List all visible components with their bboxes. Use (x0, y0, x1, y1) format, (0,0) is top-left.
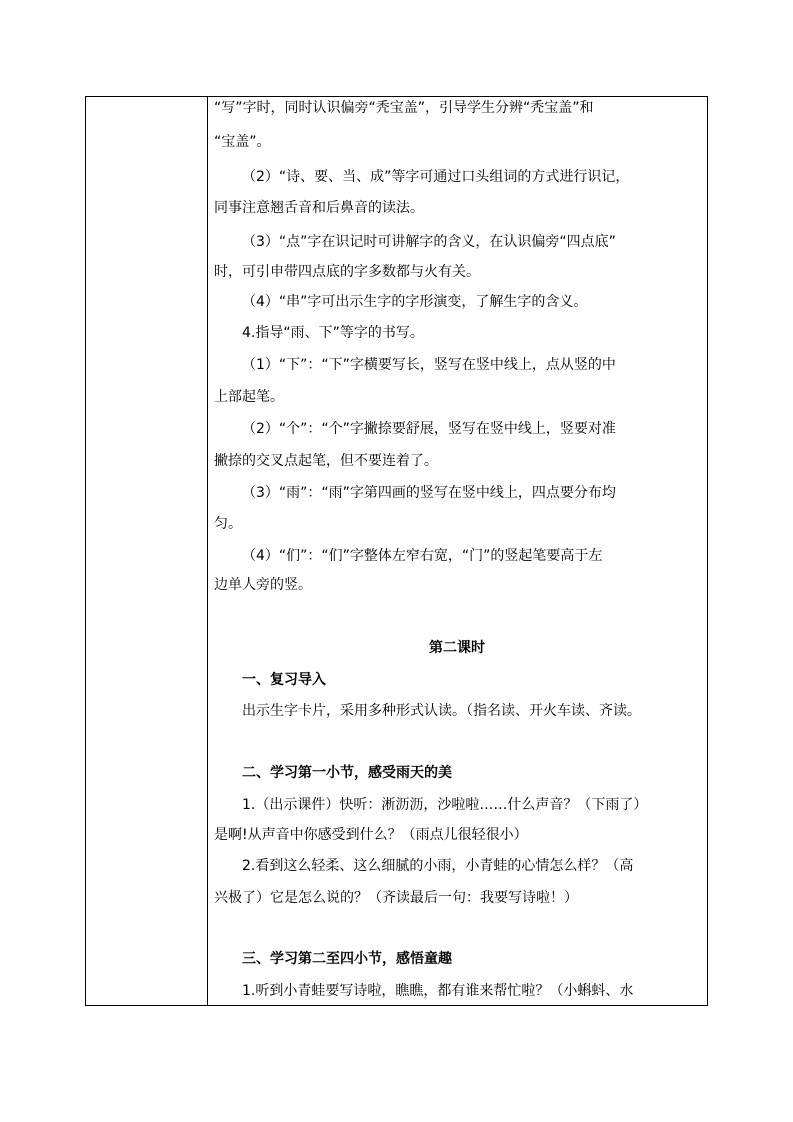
left-column-cell (86, 97, 207, 1005)
text-line: 兴极了）它是怎么说的？（齐读最后一句：我要写诗啦！） (214, 890, 578, 906)
text-line: “写”字时，同时认识偏旁“秃宝盖”，引导学生分辨“秃宝盖”和 (214, 100, 594, 116)
text-line: 边单人旁的竖。 (214, 577, 312, 593)
text-line: 上部起笔。 (214, 389, 284, 405)
text-line: （3）“点”字在识记时可讲解字的含义，在认识偏旁“四点底” (242, 234, 616, 250)
text-line: 撇捺的交叉点起笔，但不要连着了。 (214, 453, 438, 469)
text-line: （1）“下”：“下”字横要写长，竖写在竖中线上，点从竖的中 (242, 357, 616, 373)
text-line: （3）“雨”：“雨”字第四画的竖写在竖中线上，四点要分布均 (242, 485, 616, 501)
lesson-content-cell (207, 97, 707, 1005)
text-line: 1.（出示课件）快听：淅沥沥，沙啦啦……什么声音？（下雨了） (242, 797, 648, 813)
text-line: 2.看到这么轻柔、这么细腻的小雨，小青蛙的心情怎么样？（高 (242, 858, 634, 874)
text-line: “宝盖”。 (214, 134, 271, 150)
text-line: （2）“个”：“个”字撇捺要舒展，竖写在竖中线上，竖要对准 (242, 421, 616, 437)
text-line: 4.指导“雨、下”等字的书写。 (242, 325, 424, 341)
section-heading: 三、学习第二至四小节，感悟童趣 (242, 951, 452, 967)
text-line: 是啊!从声音中你感受到什么？（雨点儿很轻很小） (214, 827, 528, 843)
section-heading: 一、复习导入 (242, 672, 326, 688)
text-line: （4）“串”字可出示生字的字形演变，了解生字的含义。 (242, 294, 588, 310)
text-line: 同事注意翘舌音和后鼻音的读法。 (214, 200, 424, 216)
section-heading: 二、学习第一小节，感受雨天的美 (242, 765, 452, 781)
text-line: （4）“们”：“们”字整体左窄右宽，“门”的竖起笔要高于左 (242, 548, 603, 564)
text-line: 时，可引申带四点底的字多数都与火有关。 (214, 264, 480, 280)
text-line: （2）“诗、要、当、成”等字可通过口头组词的方式进行识记， (242, 169, 630, 185)
section-title: 第二课时 (429, 640, 485, 656)
text-line: 1.听到小青蛙要写诗啦，瞧瞧，都有谁来帮忙啦？（小蝌蚪、水 (242, 983, 634, 999)
text-line: 出示生字卡片，采用多种形式认读。（指名读、开火车读、齐读。 (242, 703, 641, 719)
lesson-table (85, 96, 708, 1006)
text-line: 匀。 (214, 516, 242, 532)
